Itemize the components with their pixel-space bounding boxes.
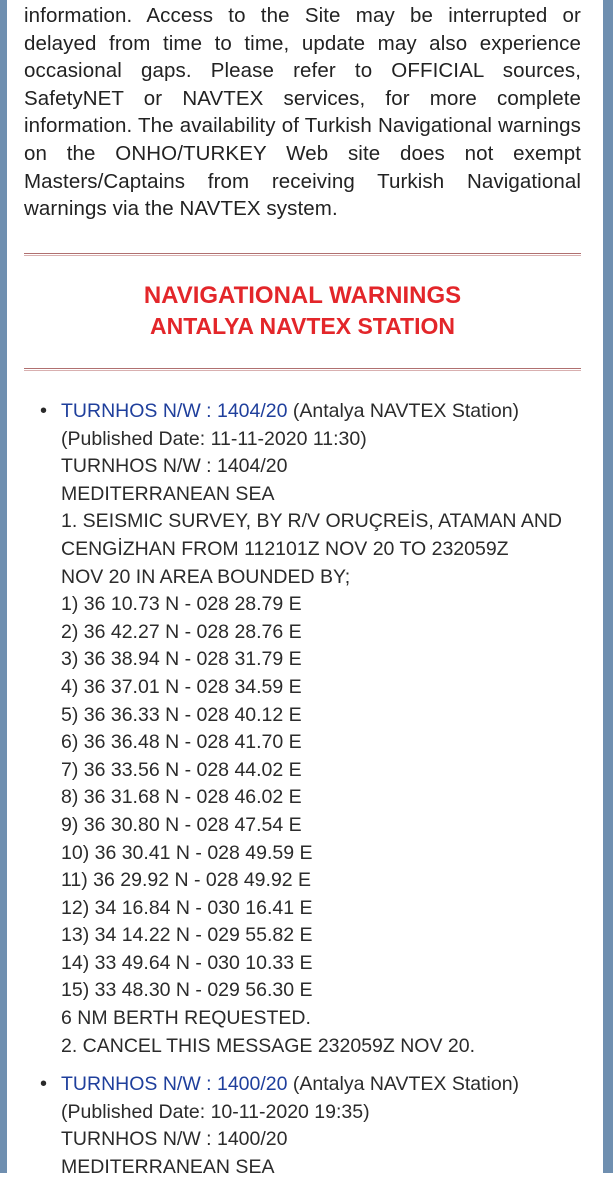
page-title: NAVIGATIONAL WARNINGS <box>143 282 462 309</box>
warning-item <box>24 398 584 1060</box>
warning-body-line: 1. SEISMIC SURVEY, BY R/V ORUÇREİS, ATAMAN AND <box>61 510 563 533</box>
warning-body-line: 15) 33 48.30 N - 029 56.30 E <box>61 979 313 1002</box>
warning-body-line: CENGİZHAN FROM 112101Z NOV 20 TO 232059Z <box>61 537 509 560</box>
warning-link[interactable]: TURNHOS N/W : 1400/20 <box>61 1073 288 1096</box>
warning-header <box>61 398 584 426</box>
bullet-icon: • <box>40 400 48 422</box>
divider-top <box>24 253 581 256</box>
warning-body-line: 10) 36 30.41 N - 028 49.59 E <box>61 841 313 864</box>
warning-body-line: 8) 36 31.68 N - 028 46.02 E <box>61 786 302 809</box>
warning-body-line: 2. CANCEL THIS MESSAGE 232059Z NOV 20. <box>61 1034 476 1057</box>
warning-body-line: 2) 36 42.27 N - 028 28.76 E <box>61 620 302 643</box>
warning-item <box>24 1071 584 1181</box>
disclaimer-text: information. Access to the Site may be interrupted or delayed from time to time, update may also experience occasional gaps. Please refer to OFFICIAL sources, SafetyNET or NAVTEX services, for more complete information. The availability of Turkish Navigational warnings on the ONHO/TURKEY Web site does not exempt Masters/Captains from receiving Turkish Navigational warnings via the NAVTEX system. <box>24 4 581 221</box>
warning-body-line: 13) 34 14.22 N - 029 55.82 E <box>61 924 313 947</box>
disclaimer-section <box>24 0 581 223</box>
warning-body-line: 14) 33 49.64 N - 030 10.33 E <box>61 951 313 974</box>
published-date: (Published Date: 10-11-2020 19:35) <box>61 1100 370 1123</box>
warning-body-line: 6) 36 36.48 N - 028 41.70 E <box>61 731 302 754</box>
warning-body-line: 4) 36 37.01 N - 028 34.59 E <box>61 675 302 698</box>
divider-bottom <box>24 368 581 371</box>
bullet-icon: • <box>40 1073 48 1096</box>
station-title: ANTALYA NAVTEX STATION <box>150 313 455 339</box>
warning-body-line: 7) 36 33.56 N - 028 44.02 E <box>61 758 302 781</box>
warning-link[interactable]: TURNHOS N/W : 1404/20 <box>61 400 288 422</box>
warning-body-line: 11) 36 29.92 N - 028 49.92 E <box>61 869 312 892</box>
warnings-heading <box>24 281 581 341</box>
warning-body-line: 3) 36 38.94 N - 028 31.79 E <box>61 648 302 671</box>
warning-body-line: 12) 34 16.84 N - 030 16.41 E <box>61 896 313 919</box>
warning-list <box>24 398 584 1193</box>
warning-body-line: TURNHOS N/W : 1400/20 <box>61 1128 288 1151</box>
warning-body-line: 6 NM BERTH REQUESTED. <box>61 1007 311 1030</box>
warning-station: (Antalya NAVTEX Station) <box>287 1073 520 1096</box>
page-frame-right <box>603 0 613 1173</box>
warning-body-line: MEDITERRANEAN SEA <box>61 1156 275 1179</box>
published-date: (Published Date: 11-11-2020 11:30) <box>61 427 367 450</box>
warning-body-line: TURNHOS N/W : 1404/20 <box>61 455 288 478</box>
page-frame-left <box>0 0 7 1173</box>
warning-body-line: NOV 20 IN AREA BOUNDED BY; <box>61 565 351 588</box>
warning-header <box>61 1071 584 1099</box>
warning-station: (Antalya NAVTEX Station) <box>287 400 520 422</box>
warning-body-line: 1) 36 10.73 N - 028 28.79 E <box>61 593 302 616</box>
warning-body-line: MEDITERRANEAN SEA <box>61 482 275 505</box>
warning-body-line: 9) 36 30.80 N - 028 47.54 E <box>61 813 302 836</box>
warning-body-line: 5) 36 36.33 N - 028 40.12 E <box>61 703 302 726</box>
